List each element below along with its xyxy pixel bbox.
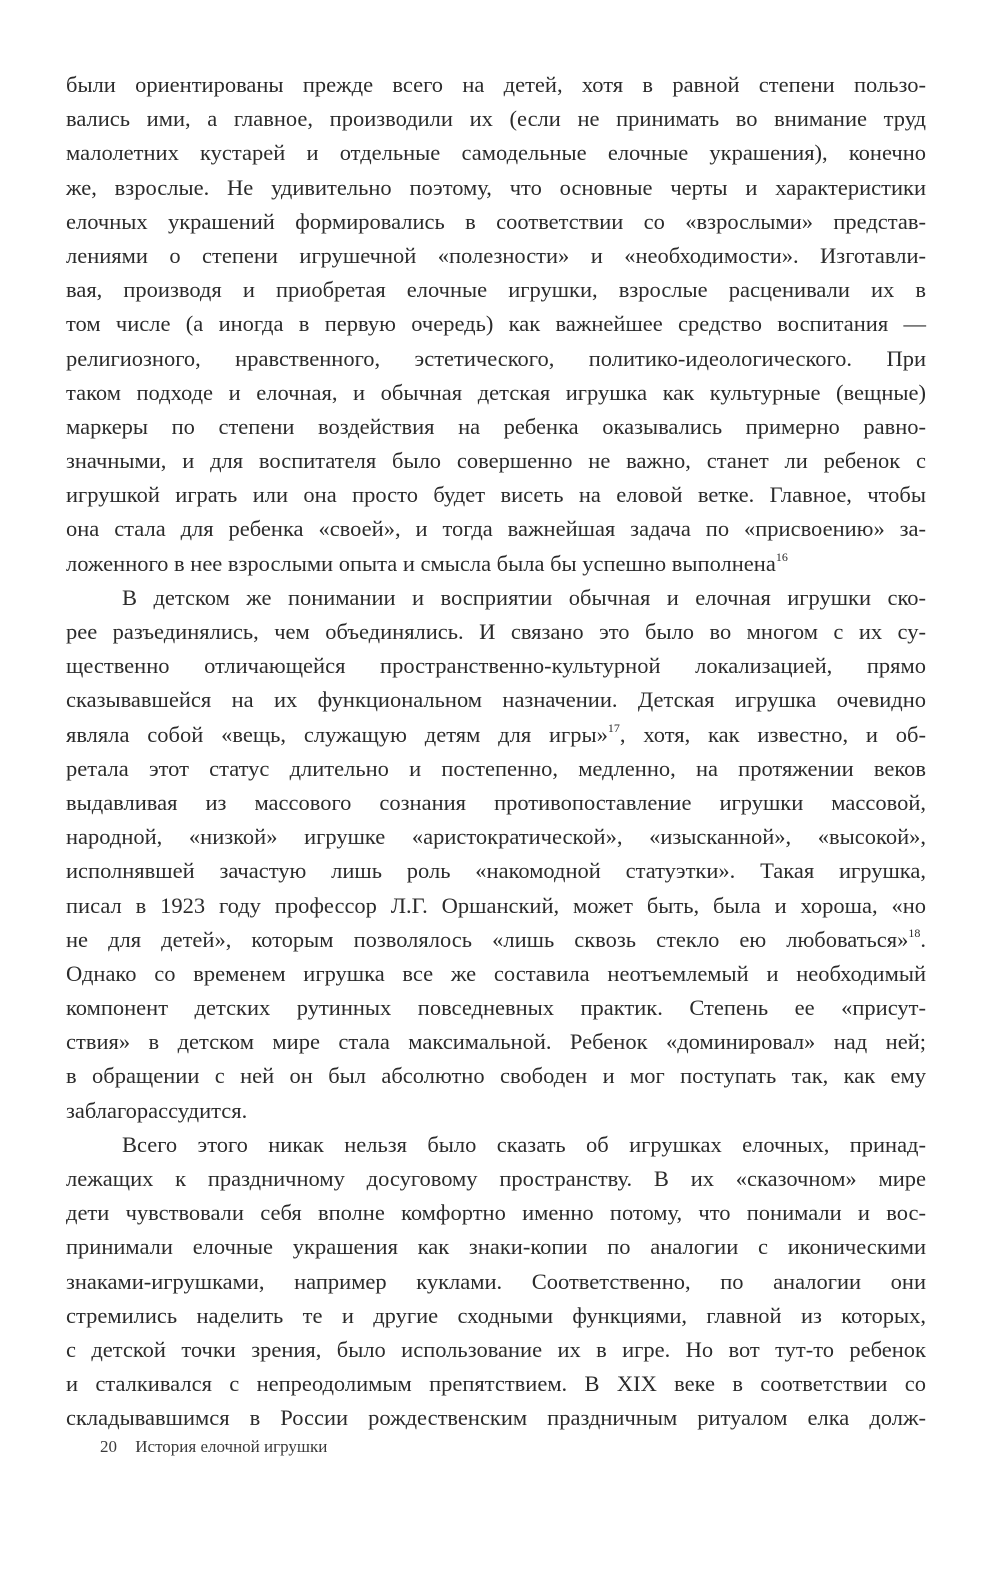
text-line	[66, 923, 926, 957]
text-line: компонент детских рутинных повседневных практик. Степень ее «присут-	[66, 995, 926, 1021]
text-line: щественно отличающейся пространственно-культурной локализацией, прямо	[66, 653, 926, 679]
footnote-marker: 16	[775, 550, 788, 565]
text-line: лежащих к праздничному досуговому пространству. В их «сказочном» мире	[66, 1166, 926, 1191]
text-line: лениями о степени игрушечной «полезности» и «необходимости». Изготавли-	[66, 242, 926, 268]
text-line: стремились наделить те и другие сходными функциями, главной из которых,	[66, 1302, 926, 1328]
page-number: 20	[100, 1437, 117, 1456]
text-line: в обращении с ней он был абсолютно свободен и мог поступать так, как ему	[66, 1063, 926, 1089]
line-text: .	[920, 926, 926, 952]
text-line: ствия» в детском мире стала максимальной. Ребенок «доминировал» над ней;	[66, 1029, 926, 1055]
text-line	[66, 547, 926, 581]
text-line: том числе (а иногда в первую очередь) как важнейшее средство воспитания —	[66, 311, 926, 337]
text-line: Всего этого никак нельзя было сказать об игрушках елочных, принад-	[122, 1131, 926, 1157]
text-line: дети чувствовали себя вполне комфортно именно потому, что понимали и вос-	[66, 1200, 926, 1226]
footnote-marker: 17	[607, 721, 620, 736]
text-line	[66, 718, 926, 752]
text-line: выдавливая из массового сознания противопоставление игрушки массовой,	[66, 789, 926, 815]
text-line: народной, «низкой» игрушке «аристократической», «изысканной», «высокой»,	[66, 824, 926, 850]
text-line: принимали елочные украшения как знаки-копии по аналогии с иконическими	[66, 1234, 926, 1260]
paragraph-1	[66, 68, 926, 581]
text-line: были ориентированы прежде всего на детей, хотя в равной степени пользо-	[66, 72, 926, 97]
text-line: знаками-игрушками, например куклами. Соответственно, по аналогии они	[66, 1268, 926, 1294]
text-line: заблагорассудится.	[66, 1097, 248, 1123]
text-line: религиозного, нравственного, эстетического, политико-идеологического. При	[66, 345, 926, 371]
text-line: Однако со временем игрушка все же составила неотъемлемый и необходимый	[66, 960, 926, 986]
text-line: и сталкивался с непреодолимым препятствием. В XIX веке в соответствии со	[66, 1371, 926, 1397]
text-line: вались ими, а главное, производили их (если не принимать во внимание труд	[66, 106, 926, 132]
text-line: маркеры по степени воздействия на ребенка оказывались примерно равно-	[66, 413, 926, 439]
text-line: значными, и для воспитателя было совершенно не важно, станет ли ребенок с	[66, 448, 926, 474]
text-line: рее разъединялись, чем объединялись. И связано это было во многом с их су-	[66, 619, 926, 644]
paragraph-2	[66, 581, 926, 1128]
text-line: исполнявшей зачастую лишь роль «накомодной статуэтки». Такая игрушка,	[66, 858, 926, 884]
text-line: сказывавшейся на их функциональном назначении. Детская игрушка очевидно	[66, 687, 926, 713]
page-footer	[100, 1437, 327, 1457]
text-line: она стала для ребенка «своей», и тогда важнейшая задача по «присвоению» за-	[66, 516, 926, 542]
body-text	[66, 68, 926, 1436]
text-line: ретала этот статус длительно и постепенно, медленно, на протяжении веков	[66, 755, 926, 781]
running-title: История елочной игрушки	[135, 1437, 328, 1456]
text-line: елочных украшений формировались в соответствии со «взрослыми» представ-	[66, 208, 926, 234]
line-text: не для детей», которым позволялось «лишь сквозь стекло ею любоваться»	[66, 926, 909, 952]
text-line: малолетних кустарей и отдельные самодельные елочные украшения), конечно	[66, 140, 926, 166]
text-line: же, взрослые. Не удивительно поэтому, что основные черты и характеристики	[66, 174, 926, 200]
text-line: В детском же понимании и восприятии обычная и елочная игрушки ско-	[122, 584, 926, 610]
line-text: ложенного в нее взрослыми опыта и смысла была бы успешно выполнена	[66, 550, 776, 576]
text-line: складывавшимся в России рождественским праздничным ритуалом елка долж-	[66, 1405, 926, 1431]
text-line: вая, производя и приобретая елочные игрушки, взрослые расценивали их в	[66, 277, 926, 303]
footnote-marker: 18	[908, 926, 921, 941]
text-line: с детской точки зрения, было использование их в игре. Но вот тут-то ребенок	[66, 1336, 926, 1362]
line-text: являла собой «вещь, служащую детям для игры»	[66, 721, 608, 747]
text-line: таком подходе и елочная, и обычная детская игрушка как культурные (вещные)	[66, 379, 926, 405]
text-line: игрушкой играть или она просто будет висеть на еловой ветке. Главное, чтобы	[66, 482, 926, 508]
line-text: , хотя, как известно, и об-	[619, 721, 926, 747]
paragraph-3	[66, 1128, 926, 1436]
text-line: писал в 1923 году профессор Л.Г. Оршанский, может быть, была и хороша, «но	[66, 892, 926, 918]
